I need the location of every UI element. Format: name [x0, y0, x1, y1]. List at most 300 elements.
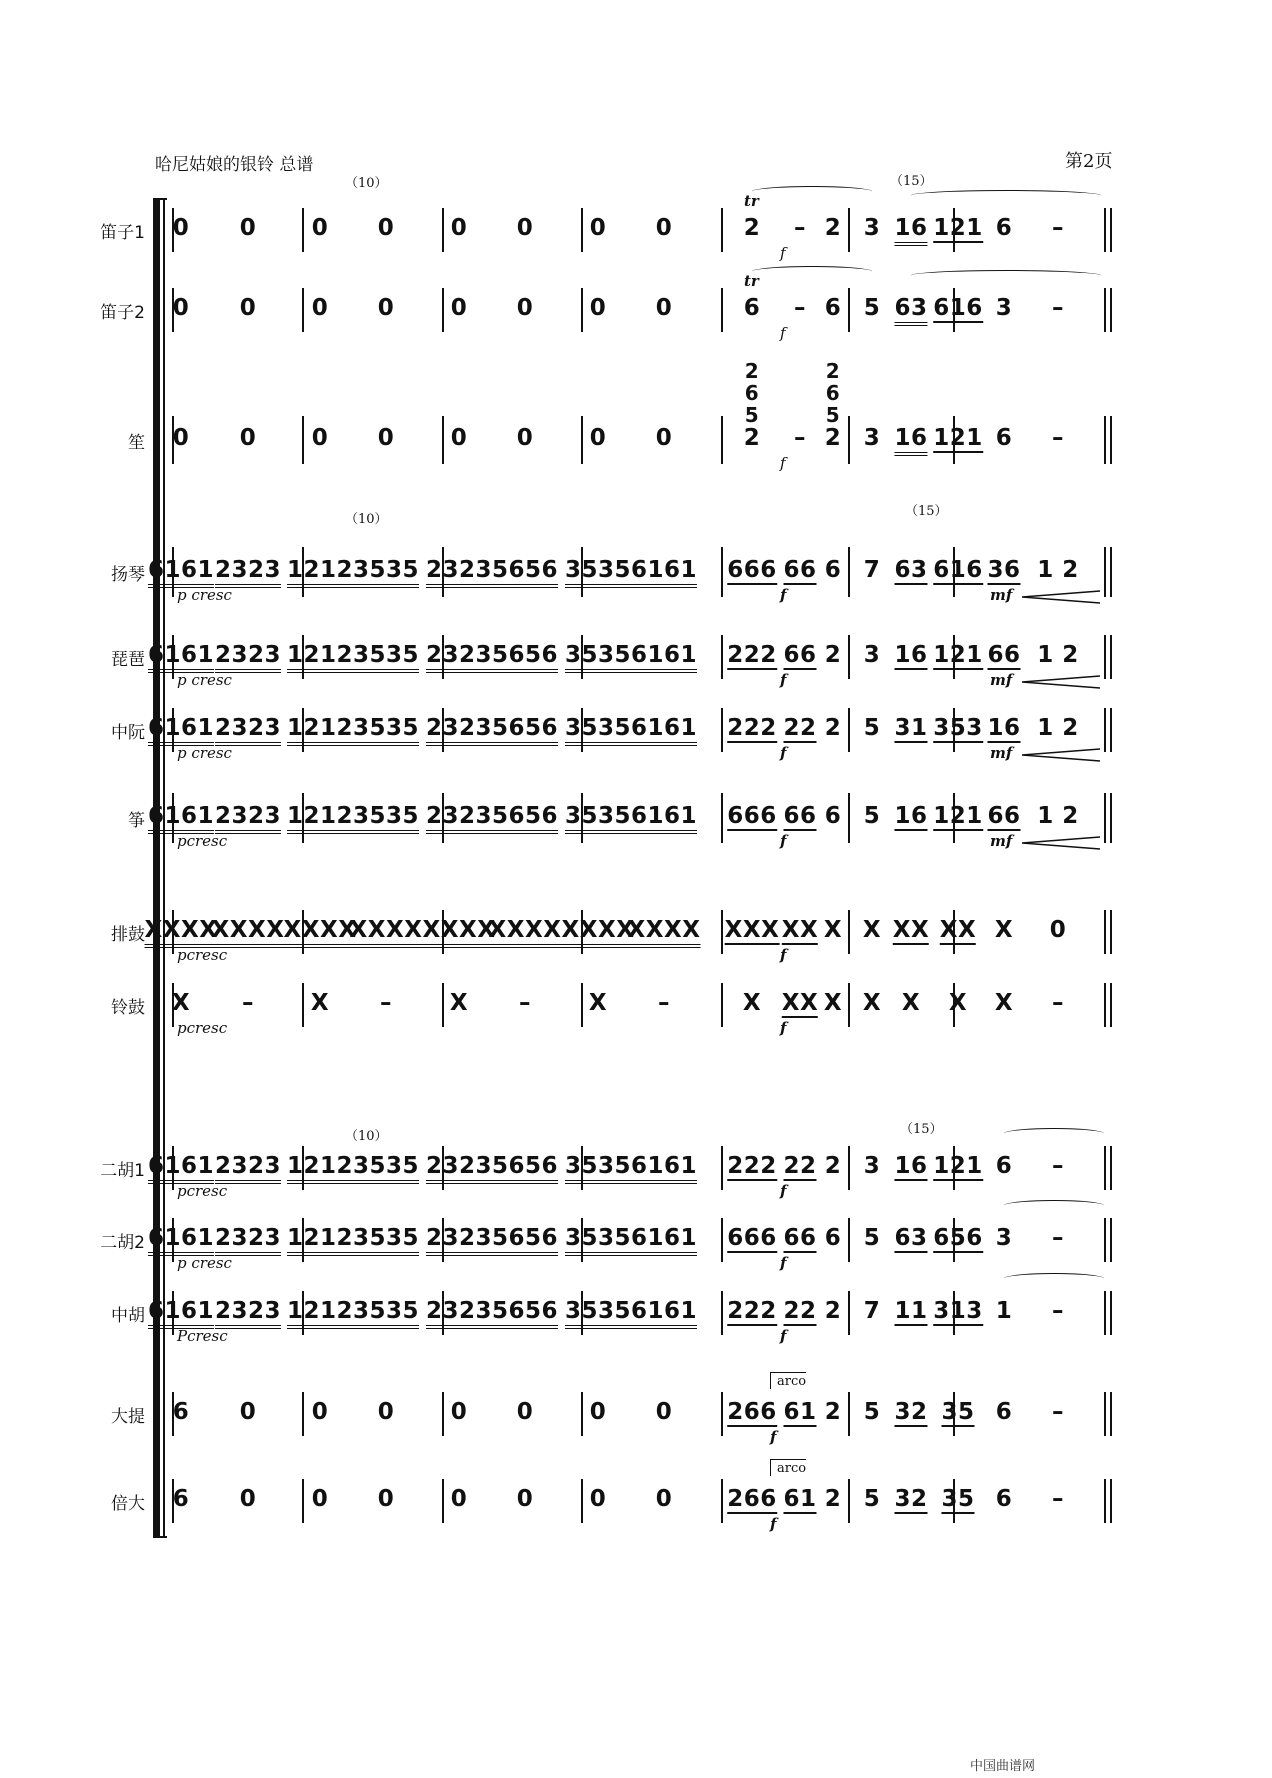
- slur: [911, 270, 1101, 281]
- barline: [1104, 910, 1106, 954]
- instrument-label: 笛子2: [100, 303, 145, 323]
- barline: [848, 547, 850, 597]
- slur: [1004, 1200, 1104, 1211]
- note-group: 0: [589, 295, 607, 321]
- note-group: 1212: [287, 1153, 353, 1184]
- note-group: 222: [727, 715, 777, 741]
- note-group: 2323: [426, 1225, 492, 1256]
- trill-mark: tr: [744, 192, 759, 210]
- note-group: 0: [239, 295, 257, 321]
- note-group: 1212: [287, 557, 353, 588]
- barline: [442, 288, 444, 332]
- barline: [442, 416, 444, 464]
- dynamic-mark: pcresc: [177, 1019, 228, 1037]
- note-group: 3535: [565, 642, 631, 673]
- note-group: 1 2: [1037, 642, 1079, 668]
- end-barline: [1110, 1479, 1112, 1523]
- dynamic-forte: f: [780, 671, 787, 689]
- barline: [721, 288, 723, 332]
- note-group: 6: [824, 557, 842, 583]
- note-group: 2323: [215, 642, 281, 673]
- note-group: 222: [727, 642, 777, 668]
- note-group: 353: [933, 715, 983, 741]
- note-group: 6: [824, 295, 842, 321]
- note-group: 16: [987, 715, 1021, 741]
- note-group: 2: [824, 1486, 842, 1512]
- crescendo-hairpin: [1022, 836, 1102, 850]
- note-group: 16: [894, 642, 928, 668]
- instrument-label: 倍大: [111, 1494, 145, 1514]
- note-group: 616: [933, 295, 983, 321]
- barline: [302, 416, 304, 464]
- note-group: 63: [894, 295, 927, 326]
- note-group: 0: [655, 1399, 673, 1425]
- note-group: 0: [516, 1486, 534, 1512]
- note-group: 666: [727, 557, 777, 583]
- note-group: 5656: [492, 1153, 558, 1184]
- note-group: X: [994, 917, 1014, 943]
- barline: [721, 1392, 723, 1436]
- note-group: 6161: [631, 803, 697, 834]
- barline: [1104, 708, 1106, 752]
- dynamic-mark: p cresc: [177, 671, 232, 689]
- note-group: 22: [783, 715, 817, 741]
- barline: [1104, 983, 1106, 1027]
- note-group: 2: [824, 425, 842, 451]
- note-group: X: [862, 990, 882, 1016]
- system-bracket: [153, 200, 160, 1538]
- instrument-label: 铃鼓: [111, 998, 145, 1018]
- rehearsal-mark-15: （15）: [890, 174, 933, 189]
- note-group: 0: [172, 215, 190, 241]
- note-group: 61: [783, 1399, 817, 1425]
- note-group: 0: [516, 215, 534, 241]
- note-group: 3535: [565, 803, 631, 834]
- score-title: 哈尼姑娘的银铃 总谱: [155, 155, 314, 175]
- note-group: 5: [863, 1486, 881, 1512]
- barline: [848, 1218, 850, 1262]
- end-barline: [1110, 708, 1112, 752]
- dynamic-forte: f: [780, 1182, 787, 1200]
- barline: [1104, 1146, 1106, 1190]
- dynamic-mark: p cresc: [177, 586, 232, 604]
- note-group: XXXX: [489, 917, 562, 948]
- note-group: 656: [933, 1225, 983, 1251]
- note-group: 6161: [631, 642, 697, 673]
- barline: [721, 547, 723, 597]
- note-group: 5656: [492, 557, 558, 588]
- note-group: 2323: [215, 803, 281, 834]
- note-group: 5656: [492, 803, 558, 834]
- note-group: 6161: [148, 557, 214, 588]
- note-group: 31: [894, 715, 928, 741]
- barline: [848, 635, 850, 679]
- note-group: 1212: [287, 1298, 353, 1329]
- instrument-label: 笛子1: [100, 223, 145, 243]
- note-group: –: [380, 990, 392, 1016]
- end-barline: [1110, 1146, 1112, 1190]
- rehearsal-mark-10: （10）: [345, 1129, 388, 1144]
- note-group: –: [1052, 295, 1064, 321]
- note-group: XXX: [724, 917, 780, 943]
- note-group: 2: [824, 1153, 842, 1179]
- note-group: 1212: [287, 642, 353, 673]
- end-barline: [1110, 1291, 1112, 1335]
- end-barline: [1110, 416, 1112, 464]
- note-group: 2: [824, 715, 842, 741]
- note-group: 2323: [426, 642, 492, 673]
- note-group: XX: [892, 917, 930, 943]
- note-group: 1212: [287, 1225, 353, 1256]
- dynamic-mark: pcresc: [177, 946, 228, 964]
- note-group: 2323: [215, 1225, 281, 1256]
- barline: [721, 793, 723, 843]
- rehearsal-mark-15: （15）: [900, 1122, 943, 1137]
- note-group: XX: [939, 917, 977, 943]
- barline: [1104, 547, 1106, 597]
- note-group: 0: [1049, 917, 1067, 943]
- note-group: –: [1052, 1225, 1064, 1251]
- note-group: –: [1052, 1153, 1064, 1179]
- barline: [581, 1392, 583, 1436]
- instrument-label: 排鼓: [111, 925, 145, 945]
- note-group: 3535: [353, 715, 419, 746]
- note-group: 66: [987, 803, 1021, 829]
- note-group: 3535: [353, 642, 419, 673]
- barline: [848, 288, 850, 332]
- note-group: 0: [172, 295, 190, 321]
- note-group: 0: [450, 215, 468, 241]
- note-group: 66: [783, 557, 817, 583]
- end-barline: [1110, 910, 1112, 954]
- dynamic-mark: mf: [990, 832, 1013, 850]
- end-barline: [1110, 208, 1112, 252]
- note-group: 6161: [631, 1153, 697, 1184]
- note-group: X: [742, 990, 762, 1016]
- note-group: –: [658, 990, 670, 1016]
- note-group: 63: [894, 557, 928, 583]
- note-group: 16: [894, 803, 928, 829]
- crescendo-hairpin: [1022, 748, 1102, 762]
- note-group: 121: [933, 215, 983, 241]
- barline: [721, 1218, 723, 1262]
- note-group: 6: [995, 1486, 1013, 1512]
- barline: [721, 1146, 723, 1190]
- note-group: 3535: [565, 1225, 631, 1256]
- note-group: 0: [516, 425, 534, 451]
- dynamic-forte: f: [780, 946, 787, 964]
- bracket-bottom-hook: [153, 1536, 167, 1538]
- barline: [848, 708, 850, 752]
- note-group: 2323: [426, 1153, 492, 1184]
- note-group: XX: [781, 990, 819, 1016]
- note-group: –: [794, 425, 806, 451]
- note-group: 1 2: [1037, 803, 1079, 829]
- note-group: 3: [863, 425, 881, 451]
- instrument-label: 筝: [128, 811, 145, 831]
- bracket-top-hook: [153, 198, 167, 200]
- note-group: 5: [863, 715, 881, 741]
- note-group: 6161: [631, 1298, 697, 1329]
- note-group: 32: [894, 1486, 928, 1512]
- barline: [848, 1146, 850, 1190]
- note-group: 5: [863, 295, 881, 321]
- note-group: X: [862, 917, 882, 943]
- barline: [1104, 416, 1106, 464]
- note-group: 5656: [492, 1298, 558, 1329]
- note-group: 1212: [287, 715, 353, 746]
- dynamic-mark: f: [780, 324, 786, 342]
- note-group: XX: [781, 917, 819, 943]
- dynamic-forte: f: [780, 1327, 787, 1345]
- dynamic-mark: pcresc: [177, 1182, 228, 1200]
- note-group: 3: [995, 1225, 1013, 1251]
- chord-note: 6: [825, 381, 841, 405]
- note-group: 6161: [148, 1298, 214, 1329]
- note-group: 2: [824, 1399, 842, 1425]
- note-group: 1 2: [1037, 557, 1079, 583]
- note-group: 3535: [565, 1298, 631, 1329]
- barline: [581, 416, 583, 464]
- end-barline: [1110, 1392, 1112, 1436]
- instrument-label: 二胡1: [100, 1161, 145, 1181]
- chord-note: 6: [744, 381, 760, 405]
- dynamic-mark: mf: [990, 671, 1013, 689]
- note-group: X: [823, 990, 843, 1016]
- note-group: 2323: [426, 1298, 492, 1329]
- note-group: 5656: [492, 715, 558, 746]
- note-group: 0: [589, 1486, 607, 1512]
- note-group: 6: [995, 1399, 1013, 1425]
- barline: [721, 1479, 723, 1523]
- system-bracket-line: [163, 200, 165, 1538]
- instrument-label: 琵琶: [111, 650, 145, 670]
- note-group: 0: [450, 425, 468, 451]
- note-group: 2323: [426, 715, 492, 746]
- rehearsal-mark-15: （15）: [905, 504, 948, 519]
- note-group: 22: [783, 1153, 817, 1179]
- end-barline: [1110, 635, 1112, 679]
- note-group: 0: [377, 1486, 395, 1512]
- barline: [1104, 1218, 1106, 1262]
- note-group: 0: [239, 1486, 257, 1512]
- note-group: 5: [863, 803, 881, 829]
- dynamic-mark: Pcresc: [177, 1327, 228, 1345]
- note-group: XXXX: [212, 917, 285, 948]
- note-group: 616: [933, 557, 983, 583]
- chord-note: 5: [744, 403, 760, 427]
- note-group: 2323: [426, 803, 492, 834]
- note-group: X: [994, 990, 1014, 1016]
- dynamic-forte: f: [780, 832, 787, 850]
- barline: [1104, 208, 1106, 252]
- barline: [1104, 1392, 1106, 1436]
- note-group: 0: [655, 215, 673, 241]
- instrument-label: 二胡2: [100, 1233, 145, 1253]
- barline: [1104, 793, 1106, 843]
- note-group: 7: [863, 1298, 881, 1324]
- barline: [302, 1479, 304, 1523]
- note-group: 0: [311, 425, 329, 451]
- arco-marking: arco: [770, 1459, 806, 1476]
- barline: [442, 983, 444, 1027]
- note-group: 6161: [148, 642, 214, 673]
- slur: [752, 186, 872, 197]
- instrument-label: 中胡: [111, 1306, 145, 1326]
- rehearsal-mark-10: （10）: [345, 176, 388, 191]
- barline: [581, 1479, 583, 1523]
- note-group: 22: [783, 1298, 817, 1324]
- barline: [1104, 288, 1106, 332]
- dynamic-mark: p cresc: [177, 1254, 232, 1272]
- barline: [721, 983, 723, 1027]
- barline: [848, 1392, 850, 1436]
- instrument-label: 中阮: [111, 723, 145, 743]
- note-group: 0: [377, 425, 395, 451]
- note-group: 16: [894, 1153, 928, 1179]
- barline: [848, 983, 850, 1027]
- note-group: 2: [743, 215, 761, 241]
- note-group: XXXX: [562, 917, 635, 948]
- note-group: X: [171, 990, 191, 1016]
- note-group: 222: [727, 1298, 777, 1324]
- trill-mark: tr: [744, 272, 759, 290]
- note-group: 0: [239, 215, 257, 241]
- crescendo-hairpin: [1022, 590, 1102, 604]
- note-group: 0: [311, 1399, 329, 1425]
- note-group: 2: [743, 425, 761, 451]
- barline: [302, 983, 304, 1027]
- note-group: 1: [995, 1298, 1013, 1324]
- note-group: 121: [933, 642, 983, 668]
- note-group: X: [449, 990, 469, 1016]
- note-group: 36: [987, 557, 1021, 583]
- note-group: 11: [894, 1298, 928, 1324]
- arco-marking: arco: [770, 1372, 806, 1389]
- note-group: 6: [995, 425, 1013, 451]
- barline: [442, 1392, 444, 1436]
- note-group: XXXX: [628, 917, 701, 948]
- dynamic-forte: f: [780, 1254, 787, 1272]
- note-group: 3535: [565, 1153, 631, 1184]
- barline: [721, 1291, 723, 1335]
- note-group: X: [823, 917, 843, 943]
- note-group: X: [310, 990, 330, 1016]
- note-group: 266: [727, 1486, 777, 1512]
- note-group: 0: [450, 1399, 468, 1425]
- note-group: 0: [655, 425, 673, 451]
- note-group: 0: [311, 1486, 329, 1512]
- note-group: –: [1052, 215, 1064, 241]
- note-group: 35: [941, 1399, 975, 1425]
- dynamic-mark: mf: [990, 744, 1013, 762]
- note-group: 3535: [565, 557, 631, 588]
- note-group: 3: [863, 215, 881, 241]
- barline: [721, 708, 723, 752]
- end-barline: [1110, 983, 1112, 1027]
- note-group: 5656: [492, 1225, 558, 1256]
- instrument-label: 大提: [111, 1407, 145, 1427]
- barline: [581, 208, 583, 252]
- note-group: 5: [863, 1399, 881, 1425]
- note-group: 0: [239, 1399, 257, 1425]
- barline: [721, 635, 723, 679]
- note-group: XXXX: [423, 917, 496, 948]
- dynamic-mark: p cresc: [177, 744, 232, 762]
- note-group: 0: [239, 425, 257, 451]
- end-barline: [1110, 547, 1112, 597]
- note-group: 0: [589, 1399, 607, 1425]
- note-group: 5: [863, 1225, 881, 1251]
- barline: [442, 208, 444, 252]
- note-group: 1212: [287, 803, 353, 834]
- note-group: 121: [933, 425, 983, 451]
- note-group: 313: [933, 1298, 983, 1324]
- crescendo-hairpin: [1022, 675, 1102, 689]
- dynamic-mark: pcresc: [177, 832, 228, 850]
- instrument-label: 笙: [128, 433, 145, 453]
- end-barline: [1110, 288, 1112, 332]
- note-group: 3: [863, 642, 881, 668]
- chord-note: 2: [825, 359, 841, 383]
- note-group: 6161: [148, 1225, 214, 1256]
- barline: [1104, 635, 1106, 679]
- note-group: 2323: [215, 1153, 281, 1184]
- dynamic-forte: f: [780, 586, 787, 604]
- note-group: 0: [516, 1399, 534, 1425]
- end-barline: [1110, 793, 1112, 843]
- note-group: 3535: [353, 1298, 419, 1329]
- note-group: 1 2: [1037, 715, 1079, 741]
- note-group: 0: [311, 295, 329, 321]
- note-group: –: [1052, 1298, 1064, 1324]
- note-group: 6: [743, 295, 761, 321]
- note-group: 61: [783, 1486, 817, 1512]
- barline: [721, 208, 723, 252]
- note-group: 6: [995, 215, 1013, 241]
- note-group: XXXX: [350, 917, 423, 948]
- note-group: 35: [941, 1486, 975, 1512]
- note-group: 6: [172, 1399, 190, 1425]
- note-group: X: [588, 990, 608, 1016]
- barline: [581, 983, 583, 1027]
- note-group: 0: [589, 425, 607, 451]
- note-group: 63: [894, 1225, 928, 1251]
- note-group: X: [901, 990, 921, 1016]
- note-group: –: [1052, 425, 1064, 451]
- dynamic-forte: f: [780, 744, 787, 762]
- note-group: 2323: [215, 1298, 281, 1329]
- footer-watermark: 中国曲谱网: [970, 1759, 1036, 1774]
- note-group: 222: [727, 1153, 777, 1179]
- barline: [442, 1479, 444, 1523]
- note-group: 66: [783, 1225, 817, 1251]
- note-group: 3535: [353, 1153, 419, 1184]
- barline: [848, 416, 850, 464]
- note-group: –: [1052, 1486, 1064, 1512]
- dynamic-mark: f: [780, 454, 786, 472]
- dynamic-forte: f: [780, 1019, 787, 1037]
- note-group: 666: [727, 1225, 777, 1251]
- instrument-label: 扬琴: [111, 565, 145, 585]
- note-group: 32: [894, 1399, 928, 1425]
- note-group: 0: [172, 425, 190, 451]
- barline: [721, 910, 723, 954]
- rehearsal-mark-10: （10）: [345, 512, 388, 527]
- note-group: 666: [727, 803, 777, 829]
- note-group: 3535: [565, 715, 631, 746]
- note-group: 0: [450, 1486, 468, 1512]
